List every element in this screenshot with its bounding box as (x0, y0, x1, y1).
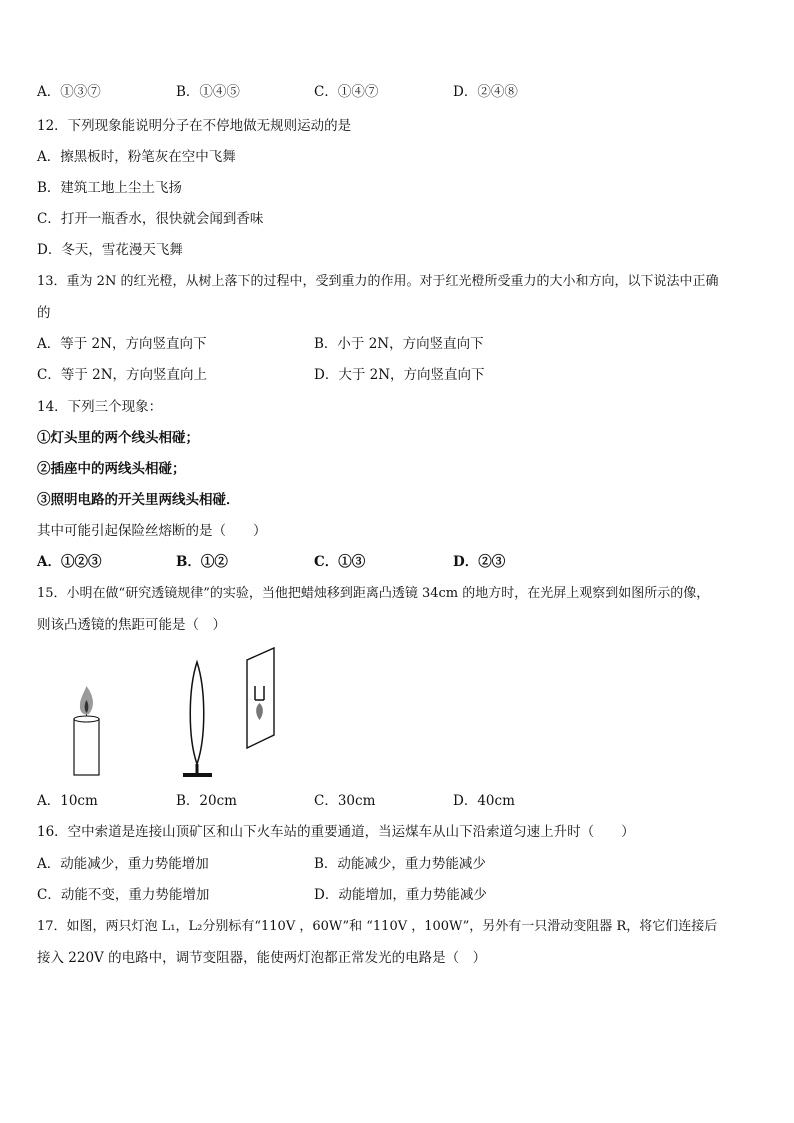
q14-item-3: ③照明电路的开关里两线头相碰． (37, 492, 240, 508)
q13-stem-continued: 的 (37, 305, 51, 321)
q13-option-a: A．等于 2N，方向竖直向下 (37, 336, 207, 352)
q15-stem-continued: 则该凸透镜的焦距可能是（ ） (37, 617, 226, 633)
q13-option-d: D．大于 2N，方向竖直向下 (314, 367, 485, 383)
q12-option-b: B．建筑工地上尘土飞扬 (37, 180, 182, 196)
q17-stem: 17．如图，两只灯泡 L₁，L₂分别标有“110V ，60W”和 “110V ，100W”，另外有一只滑动变阻器 R，将它们连接后 (37, 919, 718, 934)
q14-option-d: D．②③ (453, 554, 506, 570)
q11-option-d: D．②④⑧ (453, 84, 518, 100)
q14-question: 其中可能引起保险丝熔断的是（ ） (37, 523, 267, 539)
q15-option-d: D．40cm (453, 793, 515, 809)
q16-stem: 16．空中索道是连接山顶矿区和山下火车站的重要通道，当运煤车从山下沿索道匀速上升时（ ） (37, 824, 635, 840)
q16-option-d: D．动能增加，重力势能减少 (314, 887, 487, 903)
q14-option-b: B．①② (176, 554, 228, 570)
q13-option-b: B．小于 2N，方向竖直向下 (314, 336, 484, 352)
candle (74, 686, 99, 775)
q14-option-c: C．①③ (314, 554, 366, 570)
light-screen (247, 648, 274, 748)
q14-stem: 14．下列三个现象： (37, 399, 163, 415)
q15-stem: 15．小明在做“研究透镜规律”的实验，当他把蜡烛移到距离凸透镜 34cm 的地方时，在光屏上观察到如图所示的像， (37, 586, 710, 601)
q15-option-a: A．10cm (37, 793, 98, 809)
q11-option-a: A．①③⑦ (37, 84, 101, 100)
q14-item-2: ②插座中的两线头相碰； (37, 461, 186, 477)
q13-stem: 13．重为 2N 的红光橙，从树上落下的过程中，受到重力的作用。对于红光橙所受重力的大小和方向，以下说法中正确 (37, 274, 719, 289)
q13-option-c: C．等于 2N，方向竖直向上 (37, 367, 208, 383)
q17-stem-continued: 接入 220V 的电路中，调节变阻器，能使两灯泡都正常发光的电路是（ ） (37, 950, 487, 966)
q16-option-c: C．动能不变，重力势能增加 (37, 887, 210, 903)
q12-stem: 12．下列现象能说明分子在不停地做无规则运动的是 (37, 118, 352, 134)
q15-option-c: C．30cm (314, 793, 376, 809)
q14-option-a: A．①②③ (37, 554, 102, 570)
q11-option-c: C．①④⑦ (314, 84, 379, 100)
convex-lens (183, 662, 212, 777)
q12-option-c: C．打开一瓶香水，很快就会闻到香味 (37, 211, 264, 227)
q14-item-1: ①灯头里的两个线头相碰； (37, 430, 199, 446)
q16-option-b: B．动能减少，重力势能减少 (314, 856, 486, 872)
q15-option-b: B．20cm (176, 793, 237, 809)
q11-option-b: B．①④⑤ (176, 84, 240, 100)
q12-option-a: A．擦黑板时，粉笔灰在空中飞舞 (37, 149, 236, 165)
q16-option-a: A．动能减少，重力势能增加 (37, 856, 209, 872)
q12-option-d: D．冬天，雪花漫天飞舞 (37, 242, 183, 258)
